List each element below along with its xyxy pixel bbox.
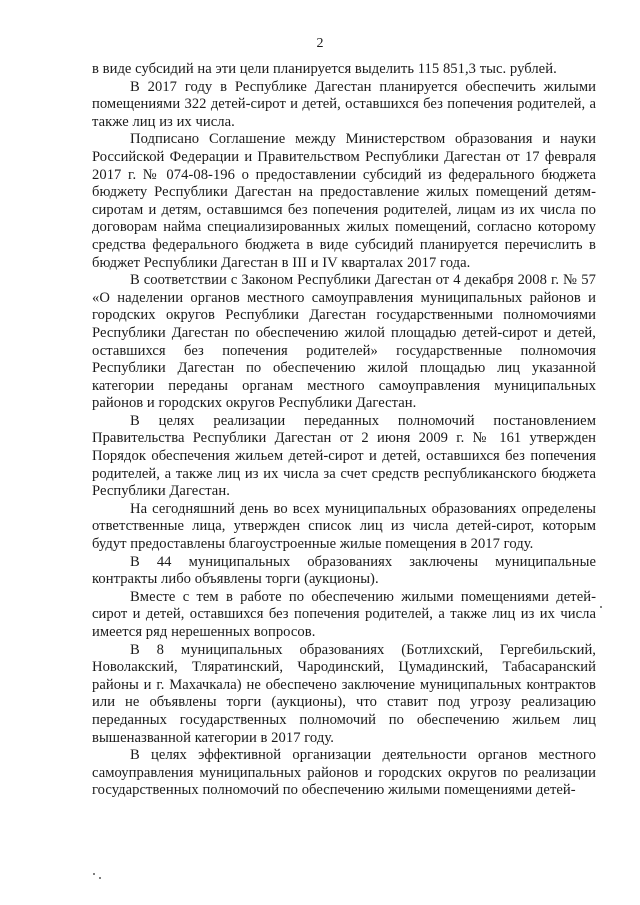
- page-number: 2: [316, 36, 324, 51]
- paragraph-housing-plan-2017: В 2017 году в Республике Дагестан планируется обеспечить жилыми помещениями 322 детей-сирот и детей, оставшихся без попечения родителей, а также лиц из их числа.: [92, 78, 596, 130]
- paragraph-agreement: Подписано Соглашение между Министерством образования и науки Российской Федерации и Правительством Республики Дагестан от 17 февраля 2017 г. № 074-08-196 о предоставлении субсидий из федерального бюджета бюджету Республики Дагестан на предоставление жилых помещений детям-сиротам и детям, оставшимся без попечения родителей, лицам из их числа по договорам найма специализированных жилых помещений, согласно которому средства федерального бюджета в виде субсидий планируется перечислить в бюджет Республики Дагестан в III и IV кварталах 2017 года.: [92, 131, 596, 271]
- paragraph-unresolved-issues: Вместе с тем в работе по обеспечению жилыми помещениями детей-сирот и детей, оставшихся без попечения родителей, а также лиц из их числа имеется ряд нерешенных вопросов.: [92, 588, 596, 640]
- paragraph-lagging-municipalities: В 8 муниципальных образованиях (Ботлихский, Гергебильский, Новолакский, Тляратинский, Чародинский, Цумадинский, Табасаранский районы и г. Махачкала) не обеспечено заключение муниципальных контрактов или не объявлены торги (аукционы), что ставит под угрозу реализацию переданных государственных полномочий по обеспечению жильем лиц вышеназванной категории в 2017 году.: [92, 641, 596, 746]
- paragraph-responsible-persons: На сегодняшний день во всех муниципальных образованиях определены ответственные лица, утвержден список лиц из числа детей-сирот, которым будут предоставлены благоустроенные жилые помещения в 2017 году.: [92, 500, 596, 553]
- paragraph-government-resolution: В целях реализации переданных полномочий постановлением Правительства Республики Дагестан от 2 июня 2009 г. № 161 утвержден Порядок обеспечения жильем детей-сирот и детей, оставшихся без попечения родителей, а также лиц из их числа за счет средств республиканского бюджета Республики Дагестан.: [92, 412, 596, 500]
- paragraph-law-reference: В соответствии с Законом Республики Дагестан от 4 декабря 2008 г. № 57 «О наделении органов местного самоуправления муниципальных районов и городских округов Республики Дагестан государственными полномочиями Республики Дагестан по обеспечению жилой площадью детей-сирот и детей, оставшихся без попечения родителей» государственные полномочия Республики Дагестан по обеспечению жилой площадью лиц указанной категории переданы органам местного самоуправления муниципальных районов и городских округов Республики Дагестан.: [92, 272, 596, 412]
- scan-speck: [600, 606, 602, 608]
- document-body: [92, 61, 596, 800]
- paragraph-contracts-concluded: В 44 муниципальных образованиях заключены муниципальные контракты либо объявлены торги (аукционы).: [92, 553, 596, 588]
- scan-speck: [93, 873, 95, 875]
- paragraph-continuation: в виде субсидий на эти цели планируется выделить 115 851,3 тыс. рублей.: [92, 61, 557, 77]
- scan-speck: [99, 877, 101, 879]
- paragraph-effective-organization: В целях эффективной организации деятельности органов местного самоуправления муниципальных районов и городских округов по реализации государственных полномочий по обеспечению жилыми помещениями детей-: [92, 747, 596, 799]
